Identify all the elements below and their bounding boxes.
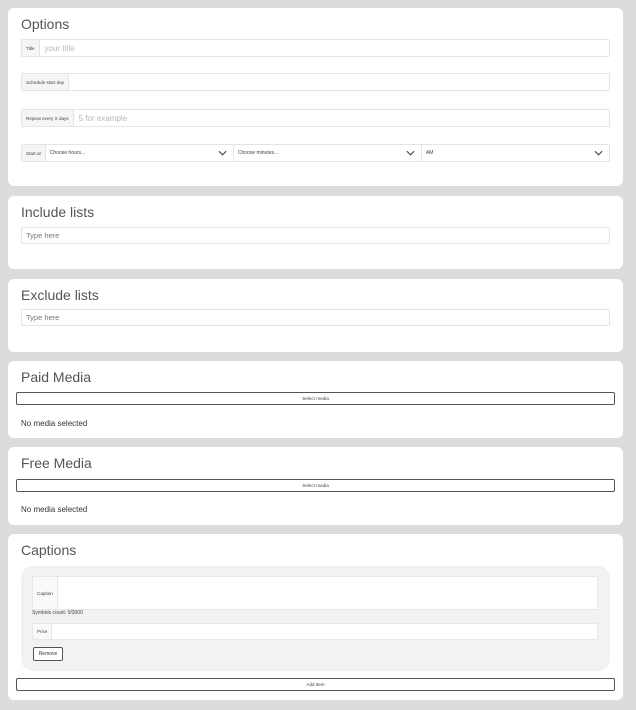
exclude-lists-input[interactable]: Type here — [21, 309, 610, 326]
price-label: Price — [33, 624, 52, 639]
minutes-select-value: Choose minutes... — [237, 150, 279, 156]
title-input[interactable]: your title — [44, 43, 75, 53]
caption-input[interactable] — [58, 577, 597, 609]
repeat-input[interactable]: 5 for example — [78, 113, 128, 123]
options-card — [8, 8, 623, 186]
title-label: Title — [22, 40, 40, 56]
options-title: Options — [21, 16, 70, 32]
paid-select-media-button[interactable]: Select media — [16, 392, 615, 405]
price-field — [32, 623, 598, 640]
repeat-label: Repeat every X days — [22, 110, 74, 126]
start-at-row — [21, 144, 610, 162]
include-lists-input[interactable]: Type here — [21, 227, 610, 244]
ampm-select-value: AM — [425, 150, 434, 156]
free-select-media-button[interactable]: Select media — [16, 479, 615, 492]
caption-item — [21, 566, 610, 671]
paid-media-card — [8, 361, 623, 438]
chevron-down-icon — [218, 150, 227, 156]
hours-select[interactable] — [46, 145, 234, 161]
title-row — [21, 39, 610, 57]
minutes-select[interactable] — [234, 145, 422, 161]
start-day-row — [21, 73, 610, 91]
start-day-label: Schedule start day — [22, 74, 69, 90]
free-media-title: Free Media — [21, 455, 92, 471]
caption-field — [32, 576, 598, 610]
ampm-select[interactable] — [422, 145, 609, 161]
symbols-count: Symbols count: 0/3000 — [32, 610, 83, 616]
include-lists-title: Include lists — [21, 204, 95, 220]
chevron-down-icon — [594, 150, 603, 156]
captions-title: Captions — [21, 542, 77, 558]
exclude-lists-card — [8, 279, 623, 352]
start-at-label: Start at — [22, 145, 46, 161]
include-lists-card — [8, 196, 623, 269]
price-input[interactable] — [52, 624, 597, 639]
repeat-row — [21, 109, 610, 127]
caption-label: Caption — [33, 577, 58, 609]
add-item-button[interactable]: Add item — [16, 678, 615, 691]
free-media-card — [8, 447, 623, 525]
hours-select-value: Choose hours... — [49, 150, 86, 156]
paid-media-status: No media selected — [21, 419, 88, 428]
chevron-down-icon — [406, 150, 415, 156]
start-day-input[interactable] — [69, 74, 609, 90]
exclude-lists-title: Exclude lists — [21, 287, 99, 303]
captions-card — [8, 534, 623, 700]
paid-media-title: Paid Media — [21, 369, 92, 385]
remove-button[interactable]: Remove — [33, 647, 63, 661]
free-media-status: No media selected — [21, 505, 88, 514]
